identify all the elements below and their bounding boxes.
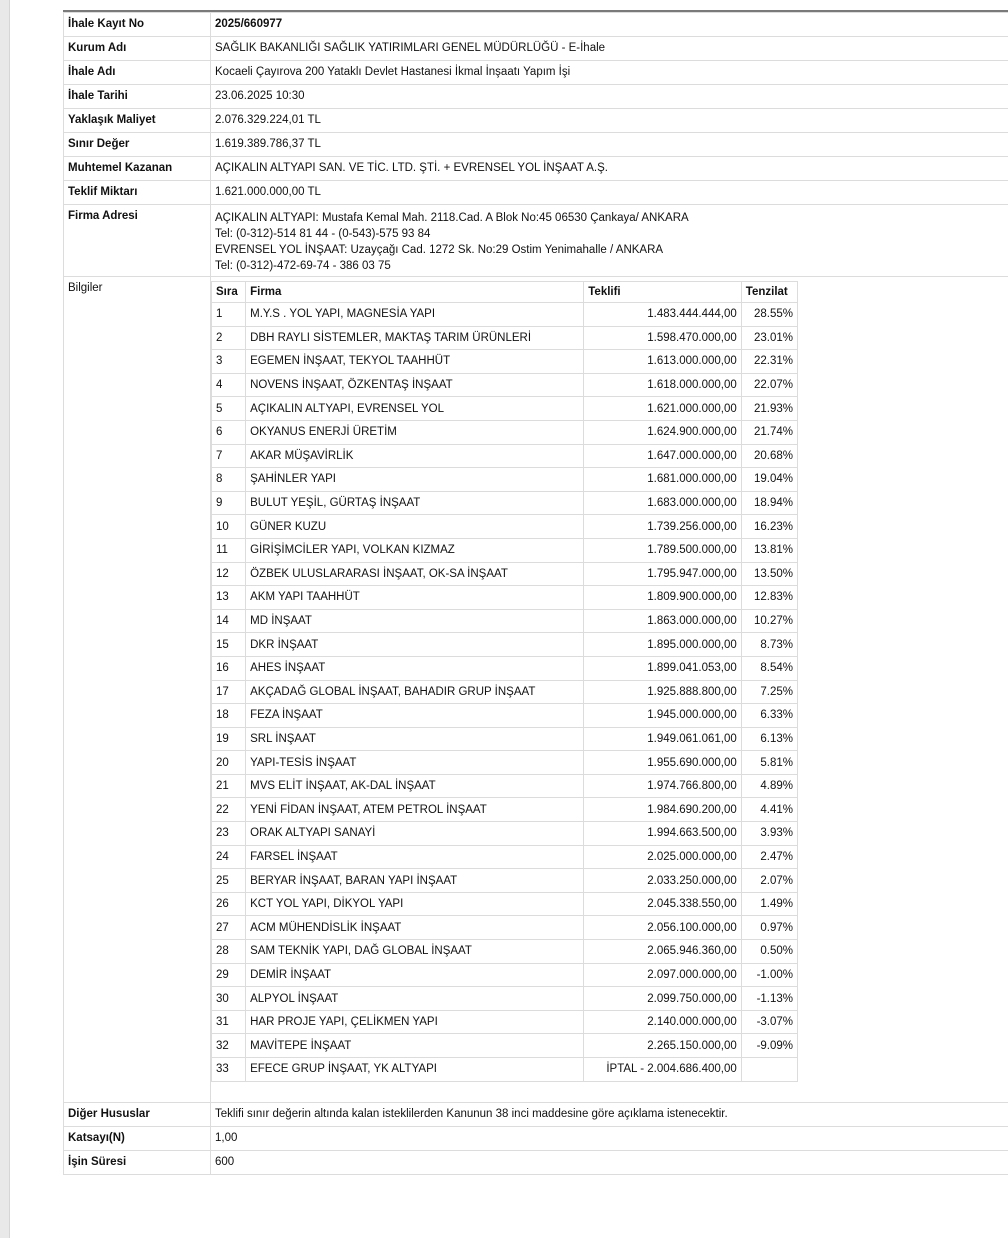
cell-teklif: 2.265.150.000,00 — [584, 1034, 742, 1058]
cell-teklif: 1.483.444.444,00 — [584, 303, 742, 327]
value-ihale-kayit-no: 2025/660977 — [211, 13, 1008, 37]
cell-firma: FARSEL İNŞAAT — [246, 845, 584, 869]
address-line-4: Tel: (0-312)-472-69-74 - 386 03 75 — [215, 260, 391, 272]
label-isin-suresi: İşin Süresi — [64, 1150, 211, 1174]
row-kurum-adi — [64, 37, 1008, 61]
cell-teklif: 1.899.041.053,00 — [584, 656, 742, 680]
table-row — [212, 680, 798, 704]
table-row — [212, 491, 798, 515]
cell-teklif: 1.795.947.000,00 — [584, 562, 742, 586]
table-row — [212, 562, 798, 586]
value-isin-suresi: 600 — [211, 1150, 1008, 1174]
cell-teklif: 1.994.663.500,00 — [584, 822, 742, 846]
cell-teklif: 1.739.256.000,00 — [584, 515, 742, 539]
table-row — [212, 326, 798, 350]
cell-teklif: 1.955.690.000,00 — [584, 751, 742, 775]
value-sinir-deger: 1.619.389.786,37 TL — [211, 133, 1008, 157]
value-muhtemel-kazanan: AÇIKALIN ALTYAPI SAN. VE TİC. LTD. ŞTİ. + EVRENSEL YOL İNŞAAT A.Ş. — [211, 157, 1008, 181]
cell-sira: 4 — [212, 373, 246, 397]
cell-firma: ALPYOL İNŞAAT — [246, 987, 584, 1011]
header-firma: Firma — [246, 282, 584, 303]
cell-teklif: 1.863.000.000,00 — [584, 609, 742, 633]
table-row — [212, 397, 798, 421]
cell-sira: 23 — [212, 822, 246, 846]
cell-sira: 21 — [212, 774, 246, 798]
value-bilgiler — [211, 277, 1008, 1103]
cell-firma: GÜNER KUZU — [246, 515, 584, 539]
cell-tenzilat: 28.55% — [741, 303, 797, 327]
header-tenzilat: Tenzilat — [741, 282, 797, 303]
cell-teklif: 1.624.900.000,00 — [584, 420, 742, 444]
table-row — [212, 940, 798, 964]
cell-firma: OKYANUS ENERJİ ÜRETİM — [246, 420, 584, 444]
cell-firma: DBH RAYLI SİSTEMLER, MAKTAŞ TARIM ÜRÜNLERİ — [246, 326, 584, 350]
cell-teklif: 1.683.000.000,00 — [584, 491, 742, 515]
cell-sira: 19 — [212, 727, 246, 751]
cell-teklif: 2.056.100.000,00 — [584, 916, 742, 940]
cell-tenzilat: 6.33% — [741, 704, 797, 728]
table-row — [212, 1010, 798, 1034]
address-line-2: Tel: (0-312)-514 81 44 - (0-543)-575 93 84 — [215, 228, 431, 240]
row-sinir-deger — [64, 133, 1008, 157]
table-row — [212, 774, 798, 798]
cell-sira: 6 — [212, 420, 246, 444]
cell-tenzilat: 0.97% — [741, 916, 797, 940]
table-row — [212, 704, 798, 728]
cell-sira: 30 — [212, 987, 246, 1011]
value-diger-hususlar: Teklifi sınır değerin altında kalan isteklilerden Kanunun 38 inci maddesine göre açıklama istenecektir. — [211, 1102, 1008, 1126]
cell-sira: 9 — [212, 491, 246, 515]
cell-teklif: 1.681.000.000,00 — [584, 468, 742, 492]
cell-sira: 25 — [212, 869, 246, 893]
label-teklif-miktari: Teklif Miktarı — [64, 181, 211, 205]
cell-teklif: 1.789.500.000,00 — [584, 538, 742, 562]
cell-sira: 28 — [212, 940, 246, 964]
cell-tenzilat: 2.07% — [741, 869, 797, 893]
cell-tenzilat: 16.23% — [741, 515, 797, 539]
table-row — [212, 468, 798, 492]
table-row — [212, 609, 798, 633]
cell-tenzilat: 8.54% — [741, 656, 797, 680]
table-row — [212, 822, 798, 846]
cell-tenzilat: 4.41% — [741, 798, 797, 822]
cell-tenzilat: 21.74% — [741, 420, 797, 444]
cell-sira: 14 — [212, 609, 246, 633]
table-row — [212, 303, 798, 327]
row-katsayi — [64, 1126, 1008, 1150]
cell-firma: AÇIKALIN ALTYAPI, EVRENSEL YOL — [246, 397, 584, 421]
cell-firma: DKR İNŞAAT — [246, 633, 584, 657]
cell-firma: EFECE GRUP İNŞAAT, YK ALTYAPI — [246, 1058, 584, 1082]
row-yaklasik-maliyet — [64, 109, 1008, 133]
cell-tenzilat: 22.07% — [741, 373, 797, 397]
cell-teklif: 1.647.000.000,00 — [584, 444, 742, 468]
cell-firma: KCT YOL YAPI, DİKYOL YAPI — [246, 892, 584, 916]
cell-teklif: 2.065.946.360,00 — [584, 940, 742, 964]
cell-teklif: 1.984.690.200,00 — [584, 798, 742, 822]
cell-sira: 7 — [212, 444, 246, 468]
cell-tenzilat: 4.89% — [741, 774, 797, 798]
cell-firma: HAR PROJE YAPI, ÇELİKMEN YAPI — [246, 1010, 584, 1034]
cell-sira: 18 — [212, 704, 246, 728]
cell-sira: 26 — [212, 892, 246, 916]
cell-sira: 29 — [212, 963, 246, 987]
cell-sira: 1 — [212, 303, 246, 327]
cell-tenzilat: 23.01% — [741, 326, 797, 350]
cell-teklif: 1.621.000.000,00 — [584, 397, 742, 421]
label-kurum-adi: Kurum Adı — [64, 37, 211, 61]
table-row — [212, 798, 798, 822]
cell-sira: 33 — [212, 1058, 246, 1082]
cell-sira: 20 — [212, 751, 246, 775]
cell-tenzilat: 0.50% — [741, 940, 797, 964]
cell-firma: ACM MÜHENDİSLİK İNŞAAT — [246, 916, 584, 940]
cell-teklif: 2.025.000.000,00 — [584, 845, 742, 869]
value-yaklasik-maliyet: 2.076.329.224,01 TL — [211, 109, 1008, 133]
cell-firma: M.Y.S . YOL YAPI, MAGNESİA YAPI — [246, 303, 584, 327]
label-ihale-tarihi: İhale Tarihi — [64, 85, 211, 109]
cell-teklif: 2.140.000.000,00 — [584, 1010, 742, 1034]
row-isin-suresi — [64, 1150, 1008, 1174]
address-line-3: EVRENSEL YOL İNŞAAT: Uzayçağı Cad. 1272 Sk. No:29 Ostim Yenimahalle / ANKARA — [215, 244, 664, 256]
cell-sira: 16 — [212, 656, 246, 680]
cell-tenzilat: 5.81% — [741, 751, 797, 775]
cell-firma: MD İNŞAAT — [246, 609, 584, 633]
cell-tenzilat: 2.47% — [741, 845, 797, 869]
table-row — [212, 1034, 798, 1058]
header-sira: Sıra — [212, 282, 246, 303]
table-row — [212, 373, 798, 397]
cell-firma: SRL İNŞAAT — [246, 727, 584, 751]
value-teklif-miktari: 1.621.000.000,00 TL — [211, 181, 1008, 205]
value-firma-adresi — [211, 205, 1008, 277]
cell-teklif: 1.618.000.000,00 — [584, 373, 742, 397]
cell-teklif: 1.974.766.800,00 — [584, 774, 742, 798]
value-kurum-adi: SAĞLIK BAKANLIĞI SAĞLIK YATIRIMLARI GENEL MÜDÜRLÜĞÜ - E-İhale — [211, 37, 1008, 61]
bids-header-row — [212, 282, 798, 303]
cell-tenzilat: -9.09% — [741, 1034, 797, 1058]
table-row — [212, 350, 798, 374]
row-diger-hususlar — [64, 1102, 1008, 1126]
cell-firma: GİRİŞİMCİLER YAPI, VOLKAN KIZMAZ — [246, 538, 584, 562]
cell-sira: 27 — [212, 916, 246, 940]
address-line-1: AÇIKALIN ALTYAPI: Mustafa Kemal Mah. 2118.Cad. A Blok No:45 06530 Çankaya/ ANKARA — [215, 212, 689, 224]
row-ihale-tarihi — [64, 85, 1008, 109]
cell-sira: 2 — [212, 326, 246, 350]
page-edge — [0, 0, 10, 1238]
cell-tenzilat: 13.50% — [741, 562, 797, 586]
row-bilgiler — [64, 277, 1008, 1103]
label-ihale-adi: İhale Adı — [64, 61, 211, 85]
header-teklif: Teklifi — [584, 282, 742, 303]
cell-teklif: 1.925.888.800,00 — [584, 680, 742, 704]
cell-teklif: 1.949.061.061,00 — [584, 727, 742, 751]
cell-sira: 3 — [212, 350, 246, 374]
bids-body — [212, 303, 798, 1082]
table-row — [212, 869, 798, 893]
table-row — [212, 515, 798, 539]
cell-firma: NOVENS İNŞAAT, ÖZKENTAŞ İNŞAAT — [246, 373, 584, 397]
table-row — [212, 1058, 798, 1082]
cell-tenzilat: -1.13% — [741, 987, 797, 1011]
cell-teklif: 2.033.250.000,00 — [584, 869, 742, 893]
cell-firma: BULUT YEŞİL, GÜRTAŞ İNŞAAT — [246, 491, 584, 515]
cell-sira: 5 — [212, 397, 246, 421]
cell-tenzilat: 21.93% — [741, 397, 797, 421]
cell-sira: 10 — [212, 515, 246, 539]
value-ihale-adi: Kocaeli Çayırova 200 Yataklı Devlet Hastanesi İkmal İnşaatı Yapım İşi — [211, 61, 1008, 85]
cell-teklif: 1.598.470.000,00 — [584, 326, 742, 350]
cell-teklif: 2.045.338.550,00 — [584, 892, 742, 916]
cell-firma: BERYAR İNŞAAT, BARAN YAPI İNŞAAT — [246, 869, 584, 893]
cell-firma: AKM YAPI TAAHHÜT — [246, 586, 584, 610]
table-row — [212, 633, 798, 657]
tender-info-table — [63, 12, 1008, 1175]
cell-tenzilat — [741, 1058, 797, 1082]
cell-firma: MVS ELİT İNŞAAT, AK-DAL İNŞAAT — [246, 774, 584, 798]
label-muhtemel-kazanan: Muhtemel Kazanan — [64, 157, 211, 181]
cell-sira: 32 — [212, 1034, 246, 1058]
value-katsayi: 1,00 — [211, 1126, 1008, 1150]
label-yaklasik-maliyet: Yaklaşık Maliyet — [64, 109, 211, 133]
table-row — [212, 727, 798, 751]
cell-tenzilat: 19.04% — [741, 468, 797, 492]
cell-tenzilat: 3.93% — [741, 822, 797, 846]
cell-firma: SAM TEKNİK YAPI, DAĞ GLOBAL İNŞAAT — [246, 940, 584, 964]
cell-firma: FEZA İNŞAAT — [246, 704, 584, 728]
cell-tenzilat: 12.83% — [741, 586, 797, 610]
cell-teklif: 2.099.750.000,00 — [584, 987, 742, 1011]
cell-firma: ŞAHİNLER YAPI — [246, 468, 584, 492]
table-row — [212, 538, 798, 562]
table-row — [212, 420, 798, 444]
cell-firma: YAPI-TESİS İNŞAAT — [246, 751, 584, 775]
row-ihale-adi — [64, 61, 1008, 85]
label-diger-hususlar: Diğer Hususlar — [64, 1102, 211, 1126]
cell-sira: 15 — [212, 633, 246, 657]
cell-firma: EGEMEN İNŞAAT, TEKYOL TAAHHÜT — [246, 350, 584, 374]
cell-tenzilat: 8.73% — [741, 633, 797, 657]
cell-tenzilat: 7.25% — [741, 680, 797, 704]
cell-teklif: 1.945.000.000,00 — [584, 704, 742, 728]
table-row — [212, 916, 798, 940]
cell-firma: ÖZBEK ULUSLARARASI İNŞAAT, OK-SA İNŞAAT — [246, 562, 584, 586]
value-ihale-tarihi: 23.06.2025 10:30 — [211, 85, 1008, 109]
label-ihale-kayit-no: İhale Kayıt No — [64, 13, 211, 37]
cell-teklif: 1.895.000.000,00 — [584, 633, 742, 657]
table-row — [212, 845, 798, 869]
cell-firma: ORAK ALTYAPI SANAYİ — [246, 822, 584, 846]
label-sinir-deger: Sınır Değer — [64, 133, 211, 157]
row-ihale-kayit-no — [64, 13, 1008, 37]
table-row — [212, 892, 798, 916]
table-row — [212, 987, 798, 1011]
cell-firma: MAVİTEPE İNŞAAT — [246, 1034, 584, 1058]
cell-teklif: 1.613.000.000,00 — [584, 350, 742, 374]
cell-firma: DEMİR İNŞAAT — [246, 963, 584, 987]
cell-firma: AHES İNŞAAT — [246, 656, 584, 680]
cell-tenzilat: 10.27% — [741, 609, 797, 633]
cell-tenzilat: -3.07% — [741, 1010, 797, 1034]
cell-sira: 12 — [212, 562, 246, 586]
cell-sira: 8 — [212, 468, 246, 492]
cell-tenzilat: 13.81% — [741, 538, 797, 562]
cell-sira: 17 — [212, 680, 246, 704]
cell-tenzilat: 20.68% — [741, 444, 797, 468]
bids-table — [211, 281, 798, 1082]
table-row — [212, 751, 798, 775]
cell-teklif: 1.809.900.000,00 — [584, 586, 742, 610]
row-firma-adresi — [64, 205, 1008, 277]
cell-tenzilat: -1.00% — [741, 963, 797, 987]
label-katsayi: Katsayı(N) — [64, 1126, 211, 1150]
cell-tenzilat: 6.13% — [741, 727, 797, 751]
label-firma-adresi: Firma Adresi — [64, 205, 211, 277]
cell-sira: 24 — [212, 845, 246, 869]
cell-tenzilat: 22.31% — [741, 350, 797, 374]
cell-firma: AKÇADAĞ GLOBAL İNŞAAT, BAHADIR GRUP İNŞAAT — [246, 680, 584, 704]
table-row — [212, 656, 798, 680]
cell-sira: 13 — [212, 586, 246, 610]
cell-tenzilat: 18.94% — [741, 491, 797, 515]
row-muhtemel-kazanan — [64, 157, 1008, 181]
cell-firma: AKAR MÜŞAVİRLİK — [246, 444, 584, 468]
cell-sira: 22 — [212, 798, 246, 822]
cell-teklif: 2.097.000.000,00 — [584, 963, 742, 987]
cell-sira: 11 — [212, 538, 246, 562]
label-bilgiler: Bilgiler — [64, 277, 211, 1103]
cell-firma: YENİ FİDAN İNŞAAT, ATEM PETROL İNŞAAT — [246, 798, 584, 822]
cell-sira: 31 — [212, 1010, 246, 1034]
table-row — [212, 963, 798, 987]
cell-teklif: İPTAL - 2.004.686.400,00 — [584, 1058, 742, 1082]
cell-tenzilat: 1.49% — [741, 892, 797, 916]
table-row — [212, 586, 798, 610]
table-row — [212, 444, 798, 468]
row-teklif-miktari — [64, 181, 1008, 205]
